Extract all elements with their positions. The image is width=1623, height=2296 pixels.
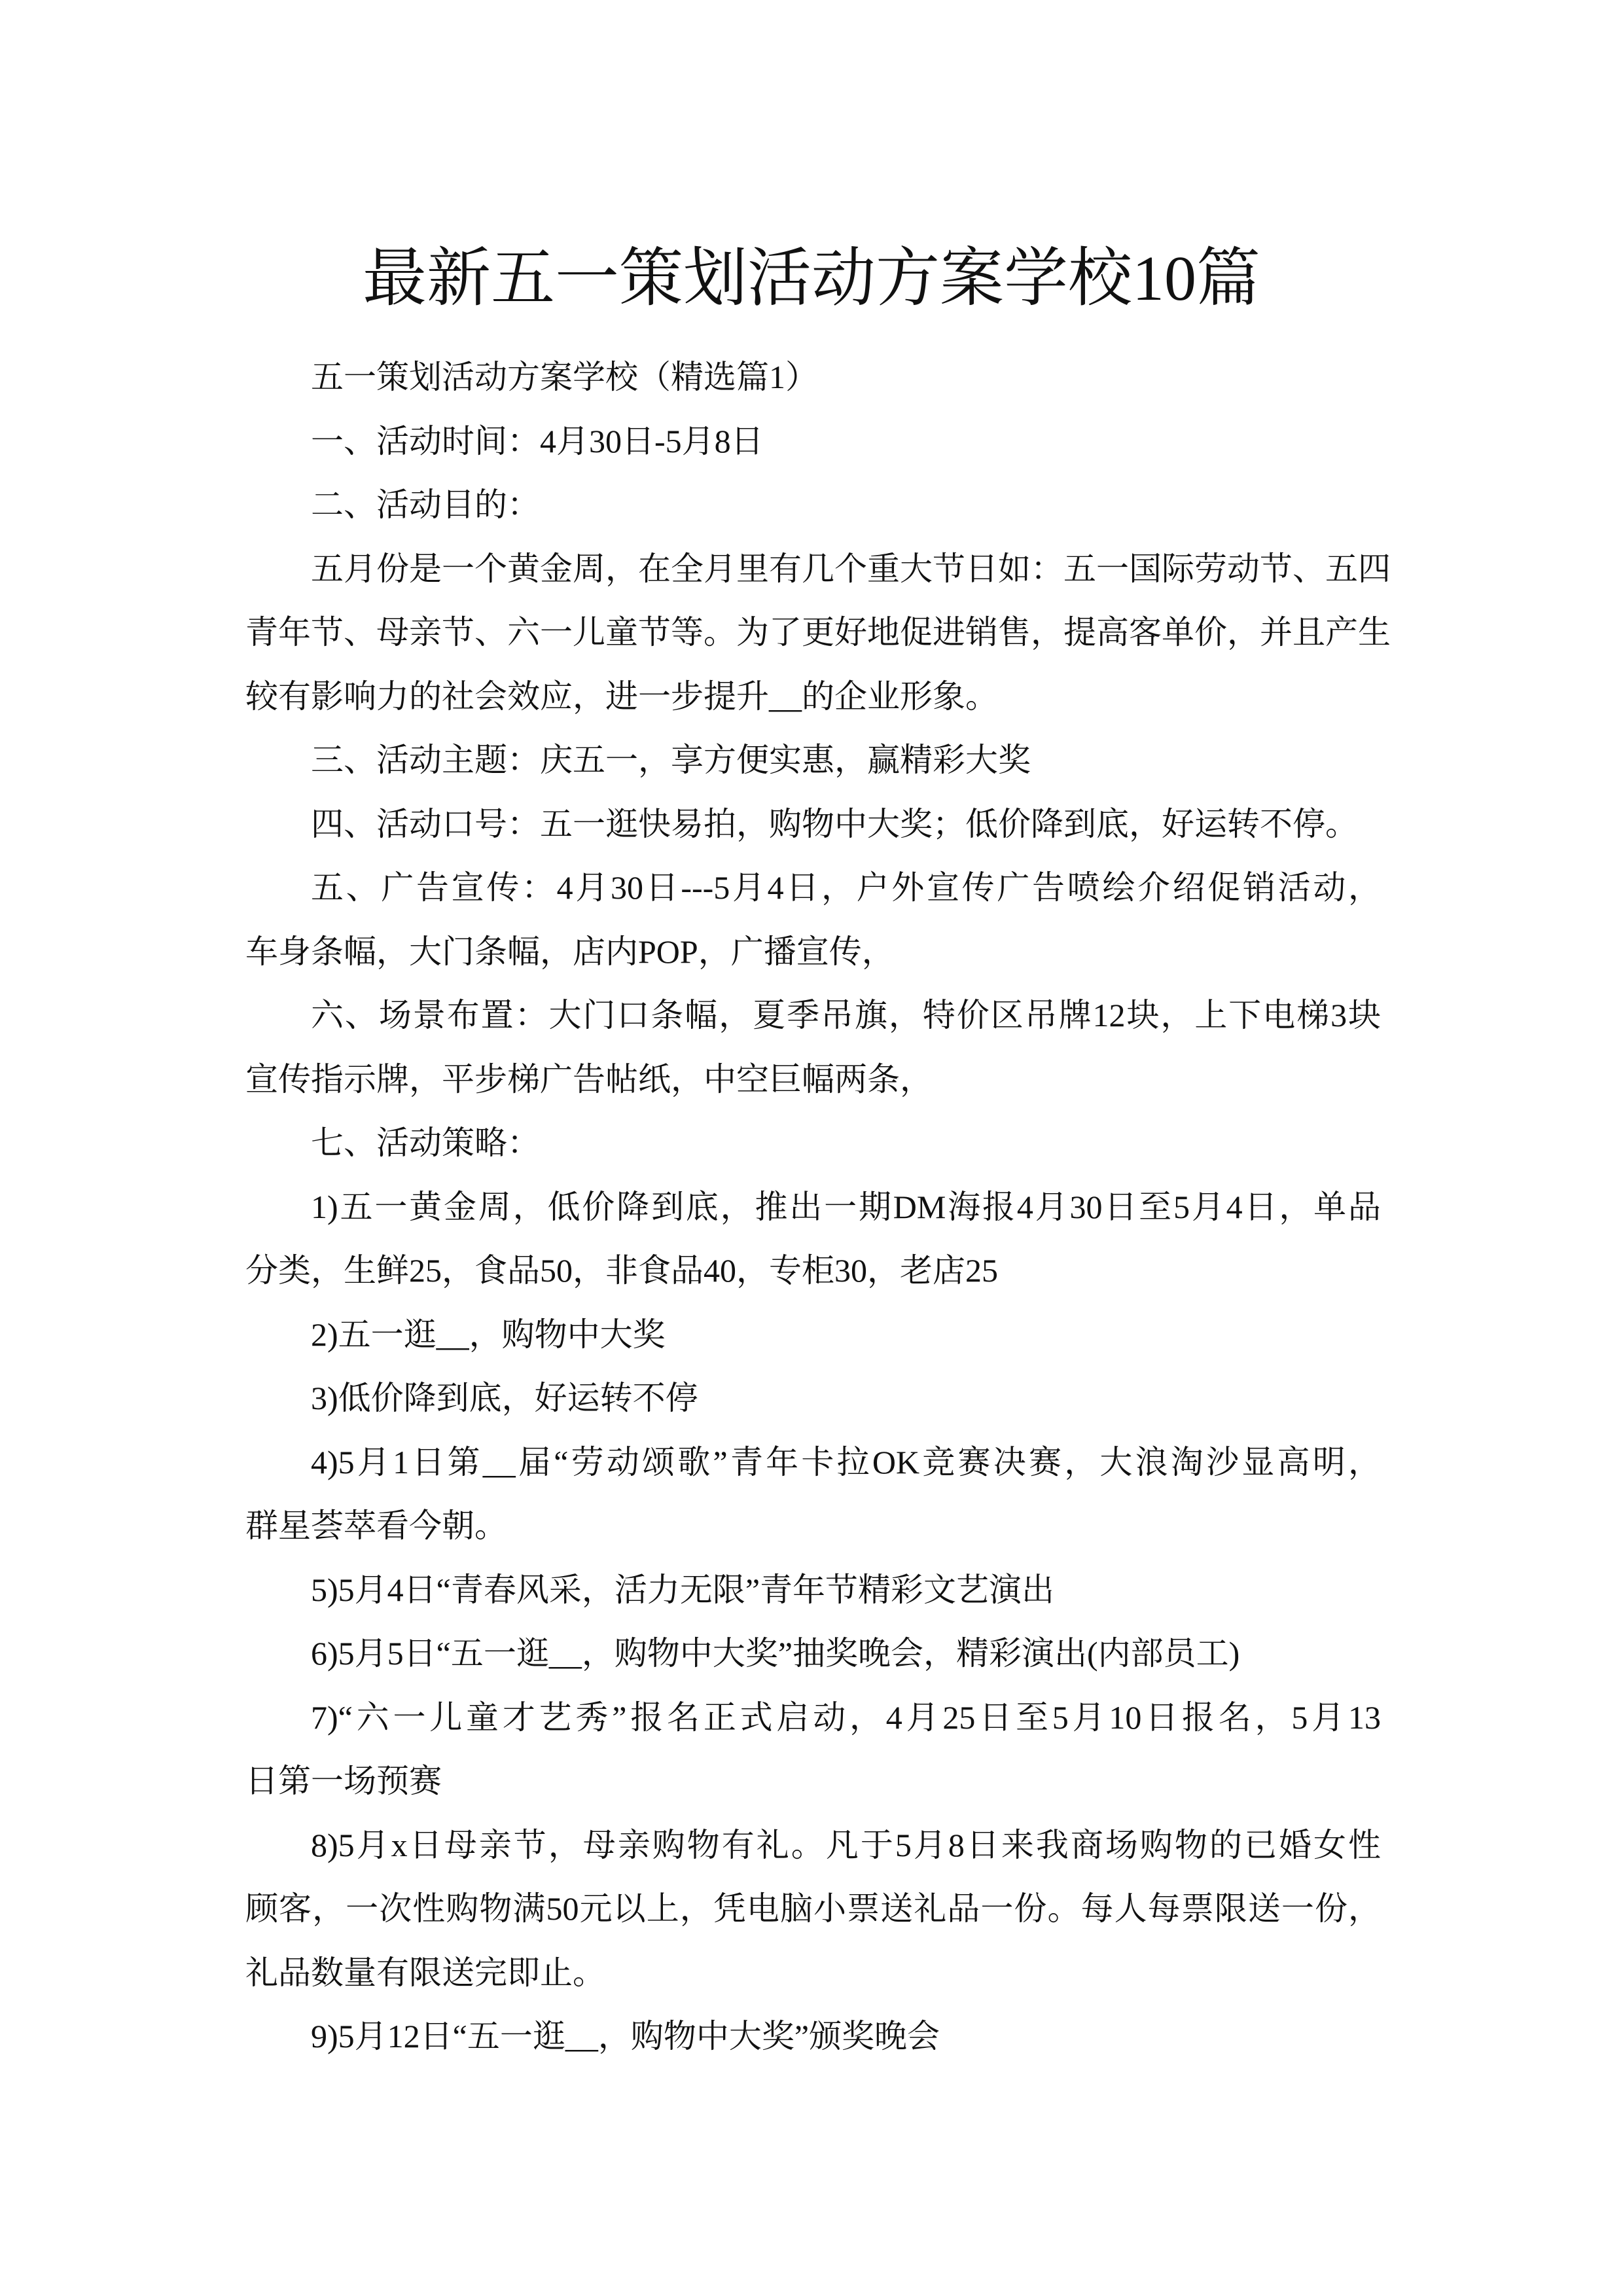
paragraph-line: 五一策划活动方案学校（精选篇1） [311,359,818,395]
paragraph [245,856,1381,984]
paragraph [245,1814,1381,2005]
paragraph [245,728,1381,793]
paragraph-line: 六、场景布置：大门口条幅，夏季吊旗，特价区吊牌12块，上下电梯3块 [311,997,1381,1033]
document-body [245,346,1391,2069]
paragraph [245,1175,1381,1303]
paragraph [245,537,1391,729]
paragraph-line: 青年节、母亲节、六一儿童节等。为了更好地促进销售，提高客单价，并且产生 [245,614,1391,651]
paragraph-line: 五、广告宣传：4月30日---5月4日，户外宣传广告喷绘介绍促销活动， [311,869,1381,906]
paragraph-line: 礼品数量有限送完即止。 [245,1954,605,1991]
paragraph [245,1558,1381,1623]
paragraph [245,2005,1381,2069]
paragraph [245,473,1381,537]
document-title: 最新五一策划活动方案学校10篇 [362,243,1260,314]
paragraph-line: 日第一场预赛 [245,1763,442,1799]
paragraph-line: 5)5月4日“青春风采，活力无限”青年节精彩文艺演出 [311,1571,1055,1608]
paragraph-line: 较有影响力的社会效应，进一步提升__的企业形象。 [245,677,998,715]
paragraph-line: 分类，生鲜25，食品50，非食品40，专柜30，老店25 [245,1252,998,1289]
paragraph-line: 2)五一逛__，购物中大奖 [311,1316,666,1353]
paragraph-line: 3)低价降到底，好运转不停 [311,1380,698,1416]
paragraph-line: 五月份是一个黄金周，在全月里有几个重大节日如：五一国际劳动节、五四 [311,550,1391,587]
paragraph-line: 8)5月x日母亲节，母亲购物有礼。凡于5月8日来我商场购物的已婚女性 [311,1826,1381,1863]
paragraph [245,1111,1381,1175]
paragraph-line: 9)5月12日“五一逛__，购物中大奖”颁奖晚会 [311,2018,940,2054]
paragraph-line: 1)五一黄金周，低价降到底，推出一期DM海报4月30日至5月4日，单品 [311,1188,1381,1225]
paragraph [245,1303,1381,1367]
paragraph [245,1367,1381,1431]
paragraph [245,1431,1381,1558]
paragraph-line: 七、活动策略： [311,1124,540,1161]
paragraph-line: 车身条幅，大门条幅，店内POP，广播宣传， [245,933,895,970]
paragraph [245,346,1381,410]
paragraph-line: 群星荟萃看今朝。 [245,1507,507,1544]
paragraph [245,1622,1381,1686]
paragraph-line: 7)“六一儿童才艺秀”报名正式启动，4月25日至5月10日报名，5月13 [311,1698,1381,1736]
paragraph-line: 顾客，一次性购物满50元以上，凭电脑小票送礼品一份。每人每票限送一份， [245,1890,1381,1927]
paragraph-line: 四、活动口号：五一逛快易拍，购物中大奖；低价降到底，好运转不停。 [311,805,1358,842]
paragraph [245,410,1381,474]
paragraph [245,1686,1381,1814]
paragraph-line: 4)5月1日第__届“劳动颂歌”青年卡拉OK竞赛决赛，大浪淘沙显高明， [311,1443,1381,1480]
paragraph-line: 一、活动时间：4月30日-5月8日 [311,422,764,459]
paragraph-line: 宣传指示牌，平步梯广告帖纸，中空巨幅两条， [245,1060,933,1098]
paragraph-line: 6)5月5日“五一逛__，购物中大奖”抽奖晚会，精彩演出(内部员工) [311,1635,1240,1672]
paragraph [245,793,1381,857]
paragraph-line: 三、活动主题：庆五一，享方便实惠，赢精彩大奖 [311,742,1031,778]
paragraph [245,984,1381,1111]
paragraph-line: 二、活动目的： [311,486,540,523]
